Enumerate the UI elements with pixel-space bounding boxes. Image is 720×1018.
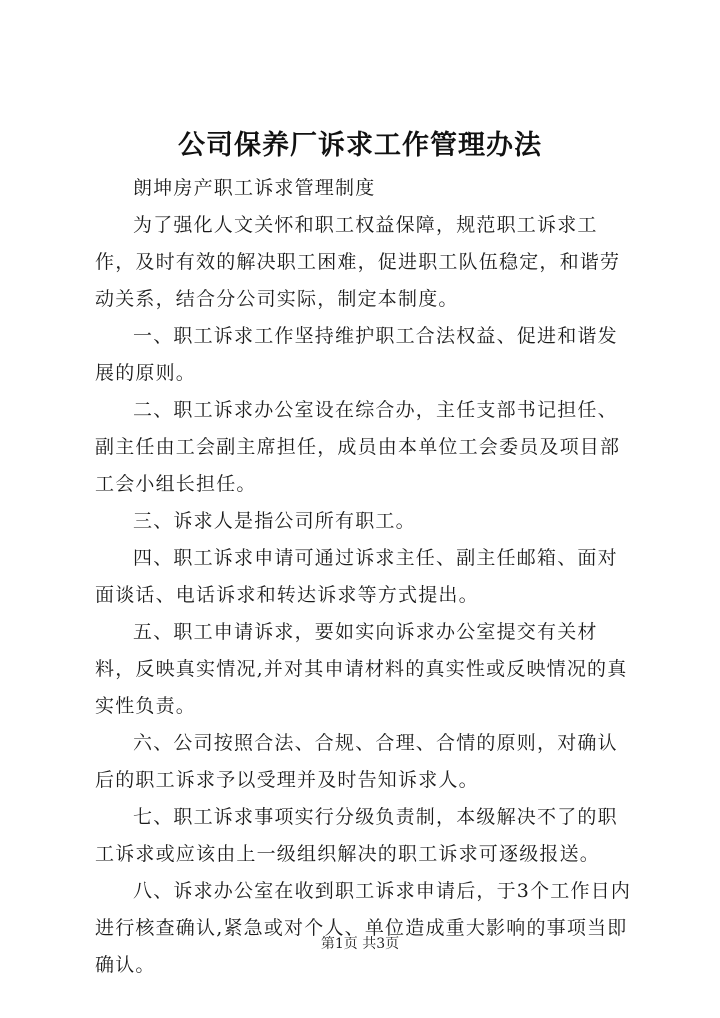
- paragraph: 为了强化人文关怀和职工权益保障，规范职工诉求工作，及时有效的解决职工困难，促进职工队伍稳定，和谐劳动关系，结合分公司实际，制定本制度。: [95, 214, 621, 310]
- paragraph: 八、诉求办公室在收到职工诉求申请后，于3个工作日内进行核查确认,紧急或对个人、单位造成重大影响的事项当即确认。: [95, 880, 632, 976]
- paragraph: 五、职工申请诉求，要如实向诉求办公室提交有关材料，反映真实情况,并对其申请材料的真实性或反映情况的真实性负责。: [95, 621, 628, 717]
- document-title: 公司保养厂诉求工作管理办法: [178, 130, 542, 161]
- document-body: [95, 170, 635, 984]
- paragraph: 一、职工诉求工作坚持维护职工合法权益、促进和谐发展的原则。: [95, 325, 618, 384]
- paragraph: 三、诉求人是指公司所有职工。: [133, 510, 416, 532]
- paragraph: 七、职工诉求事项实行分级负责制，本级解决不了的职工诉求或应该由上一级组织解决的职工诉求可逐级报送。: [95, 806, 618, 865]
- paragraph: 二、职工诉求办公室设在综合办，主任支部书记担任、副主任由工会副主席担任，成员由本单位工会委员及项目部工会小组长担任。: [95, 399, 621, 495]
- page-number-footer: 第1页 共3页: [320, 936, 400, 952]
- document-subtitle: 朗坤房产职工诉求管理制度: [133, 177, 376, 199]
- paragraph: 四、职工诉求申请可通过诉求主任、副主任邮箱、面对面谈话、电话诉求和转达诉求等方式提出。: [95, 547, 618, 606]
- paragraph: 六、公司按照合法、合规、合理、合情的原则，对确认后的职工诉求予以受理并及时告知诉求人。: [95, 732, 618, 791]
